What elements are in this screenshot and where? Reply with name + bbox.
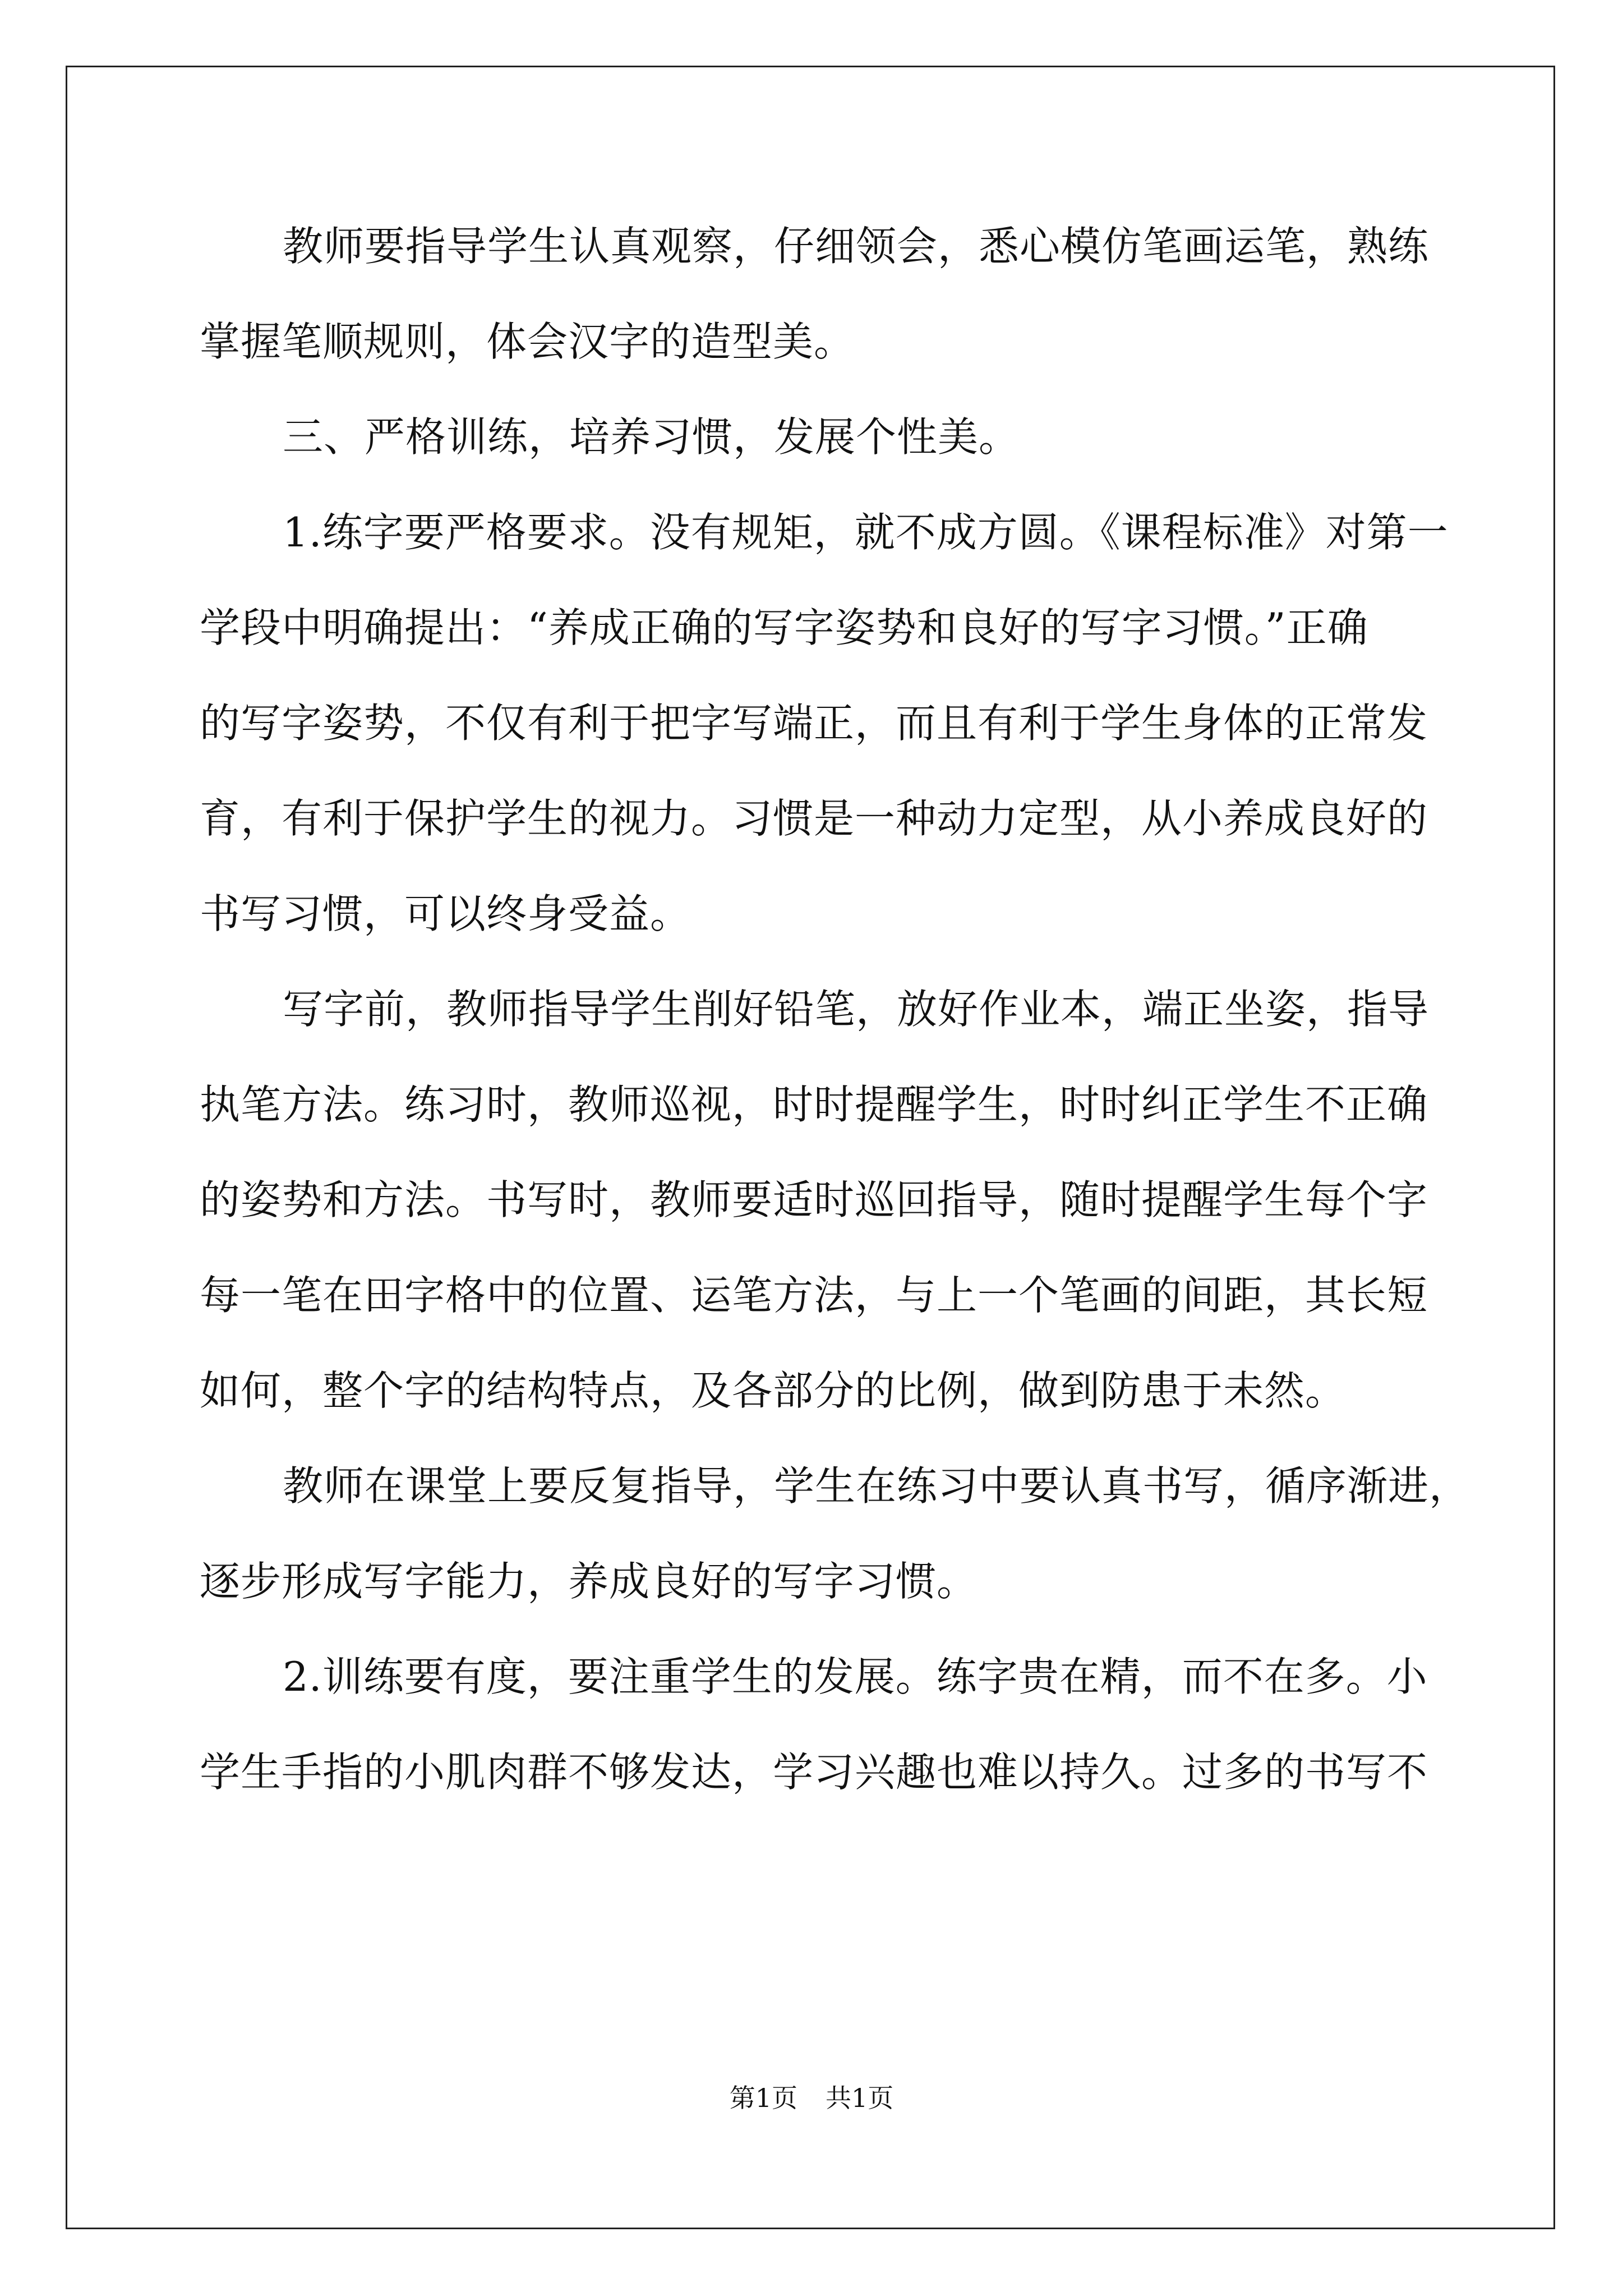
paragraph-2-line-1: 1.练字要严格要求。没有规矩，就不成方圆。《课程标准》对第一 xyxy=(283,509,1449,556)
page-footer xyxy=(0,2081,1623,2115)
paragraph-3-line-1: 写字前，教师指导学生削好铅笔，放好作业本，端正坐姿，指导 xyxy=(283,986,1430,1033)
paragraph-5-line-2: 学生手指的小肌肉群不够发达，学习兴趣也难以持久。过多的书写不 xyxy=(200,1749,1428,1796)
page-number-total: 共1页 xyxy=(826,2083,894,2113)
page-border xyxy=(66,66,1555,2229)
paragraph-4-line-1: 教师在课堂上要反复指导，学生在练习中要认真书写，循序渐进， xyxy=(283,1462,1470,1510)
page-number-current: 第1页 xyxy=(729,2083,797,2113)
paragraph-2-line-3: 的写字姿势，不仅有利于把字写端正，而且有利于学生身体的正常发 xyxy=(200,700,1428,747)
paragraph-2-line-4: 育，有利于保护学生的视力。习惯是一种动力定型，从小养成良好的 xyxy=(200,795,1428,842)
paragraph-1-line-2: 掌握笔顺规则，体会汉字的造型美。 xyxy=(200,318,855,365)
paragraph-4-line-2: 逐步形成写字能力，养成良好的写字习惯。 xyxy=(200,1558,978,1605)
paragraph-3-line-2: 执笔方法。练习时，教师巡视，时时提醒学生，时时纠正学生不正确 xyxy=(200,1081,1428,1128)
paragraph-3-line-3: 的姿势和方法。书写时，教师要适时巡回指导，随时提醒学生每个字 xyxy=(200,1176,1428,1223)
paragraph-5-line-1: 2.训练要有度，要注重学生的发展。练字贵在精，而不在多。小 xyxy=(283,1653,1428,1700)
paragraph-2-line-2: 学段中明确提出：“养成正确的写字姿势和良好的写字习惯。”正确 xyxy=(200,604,1368,651)
paragraph-3-line-4: 每一笔在田字格中的位置、运笔方法，与上一个笔画的间距，其长短 xyxy=(200,1272,1428,1319)
paragraph-2-line-5: 书写习惯，可以终身受益。 xyxy=(200,890,691,937)
paragraph-1-line-1: 教师要指导学生认真观察，仔细领会，悉心模仿笔画运笔，熟练 xyxy=(283,223,1430,270)
paragraph-3-line-5: 如何，整个字的结构特点，及各部分的比例，做到防患于未然。 xyxy=(200,1367,1347,1414)
section-heading-3: 三、严格训练，培养习惯，发展个性美。 xyxy=(283,413,1020,461)
